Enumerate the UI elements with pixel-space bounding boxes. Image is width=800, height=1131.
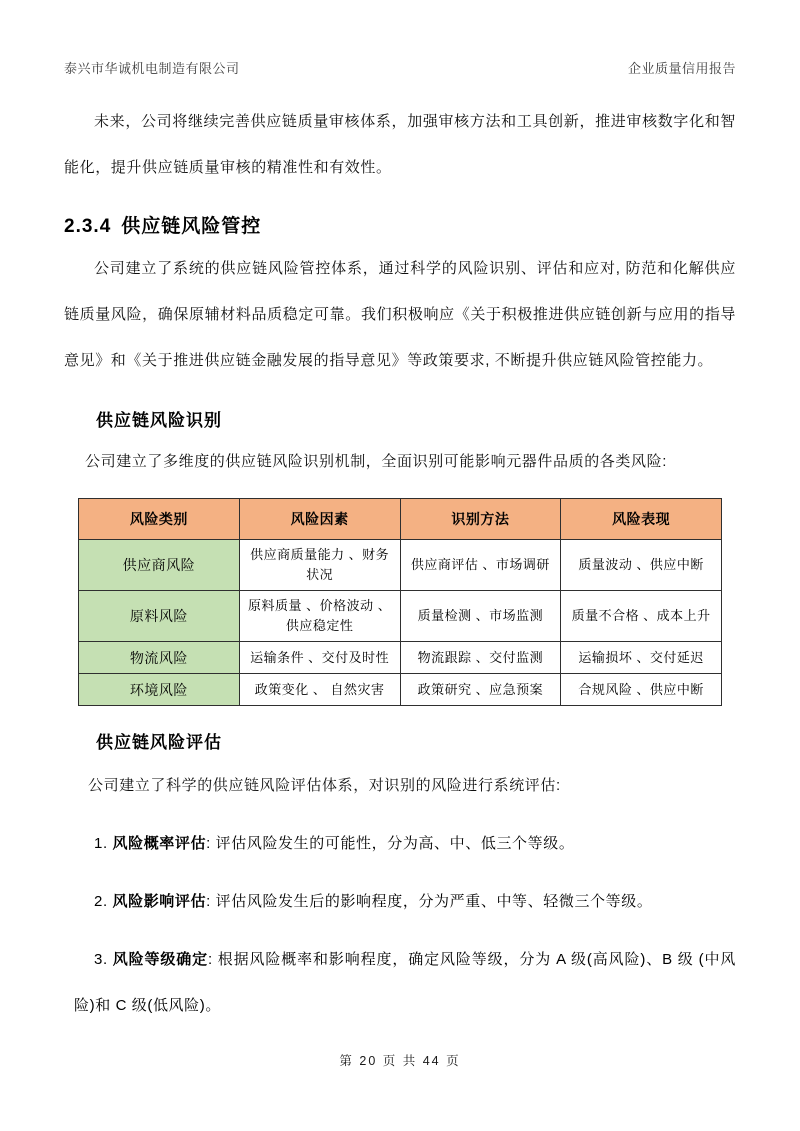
page-header — [0, 0, 800, 77]
item-text: : 评估风险发生的可能性，分为高、中、低三个等级。 — [206, 835, 575, 852]
cell-category: 物流风险 — [79, 642, 240, 674]
section-number: 2.3.4 — [64, 216, 112, 237]
cell-factor: 政策变化 、 自然灾害 — [239, 674, 400, 706]
header-report-title: 企业质量信用报告 — [627, 61, 736, 76]
cell-method: 政策研究 、应急预案 — [400, 674, 561, 706]
table-row-environment-risk — [79, 674, 722, 706]
header-company-name: 泰兴市华诚机电制造有限公司 — [64, 61, 240, 76]
item-label: 风险影响评估 — [112, 893, 207, 910]
risk-table-body — [79, 540, 722, 706]
col-header-risk-factor: 风险因素 — [239, 499, 400, 540]
risk-identification-table — [78, 498, 722, 706]
risk-assessment-intro: 公司建立了科学的供应链风险评估体系，对识别的风险进行系统评估: — [88, 777, 561, 794]
cell-manifestation: 质量波动 、供应中断 — [561, 540, 722, 591]
item-number: 2. — [94, 893, 108, 910]
item-text: : 评估风险发生后的影响程度，分为严重、中等、轻微三个等级。 — [206, 893, 653, 910]
cell-category: 环境风险 — [79, 674, 240, 706]
intro-paragraph: 未来，公司将继续完善供应链质量审核体系，加强审核方法和工具创新，推进审核数字化和智能化，提升供应链质量审核的精准性和有效性。 — [64, 113, 736, 176]
section-paragraph: 公司建立了系统的供应链风险管控体系，通过科学的风险识别、评估和应对, 防范和化解供应链质量风险，确保原辅材料品质稳定可靠。我们积极响应《关于积极推进供应链创新与应用的指导意见》和《关于推进供应链金融发展的指导意见》等政策要求, 不断提升供应链风险管控能力。 — [64, 260, 736, 369]
assessment-item-impact — [64, 879, 736, 925]
cell-method: 供应商评估 、市场调研 — [400, 540, 561, 591]
cell-method: 质量检测 、市场监测 — [400, 591, 561, 642]
risk-identification-heading: 供应链风险识别 — [96, 411, 222, 430]
risk-table-head — [79, 499, 722, 540]
assessment-item-probability — [64, 821, 736, 867]
table-row-logistics-risk — [79, 642, 722, 674]
section-heading — [64, 211, 736, 238]
col-header-risk-category: 风险类别 — [79, 499, 240, 540]
page-number-footer: 第 20 页 共 44 页 — [339, 1054, 461, 1068]
page-content — [0, 99, 800, 1029]
item-number: 1. — [94, 835, 108, 852]
table-row-material-risk — [79, 591, 722, 642]
cell-method: 物流跟踪 、交付监测 — [400, 642, 561, 674]
cell-manifestation: 运输损坏 、交付延迟 — [561, 642, 722, 674]
item-label: 风险等级确定 — [112, 951, 208, 968]
section-title: 供应链风险管控 — [121, 216, 262, 237]
cell-factor: 原料质量 、价格波动 、供应稳定性 — [239, 591, 400, 642]
item-text: : 根据风险概率和影响程度，确定风险等级，分为 A 级(高风险)、B 级 (中风险)和 C 级(低风险)。 — [74, 951, 736, 1014]
risk-identification-intro: 公司建立了多维度的供应链风险识别机制，全面识别可能影响元器件品质的各类风险: — [85, 453, 667, 470]
cell-factor: 运输条件 、交付及时性 — [239, 642, 400, 674]
assessment-item-grade — [64, 937, 736, 1029]
cell-manifestation: 合规风险 、供应中断 — [561, 674, 722, 706]
col-header-identify-method: 识别方法 — [400, 499, 561, 540]
cell-manifestation: 质量不合格 、成本上升 — [561, 591, 722, 642]
col-header-risk-manifestation: 风险表现 — [561, 499, 722, 540]
table-row-supplier-risk — [79, 540, 722, 591]
cell-category: 原料风险 — [79, 591, 240, 642]
table-header-row — [79, 499, 722, 540]
cell-factor: 供应商质量能力 、财务状况 — [239, 540, 400, 591]
risk-assessment-heading: 供应链风险评估 — [96, 733, 222, 752]
cell-category: 供应商风险 — [79, 540, 240, 591]
item-number: 3. — [94, 951, 108, 968]
item-label: 风险概率评估 — [112, 835, 207, 852]
